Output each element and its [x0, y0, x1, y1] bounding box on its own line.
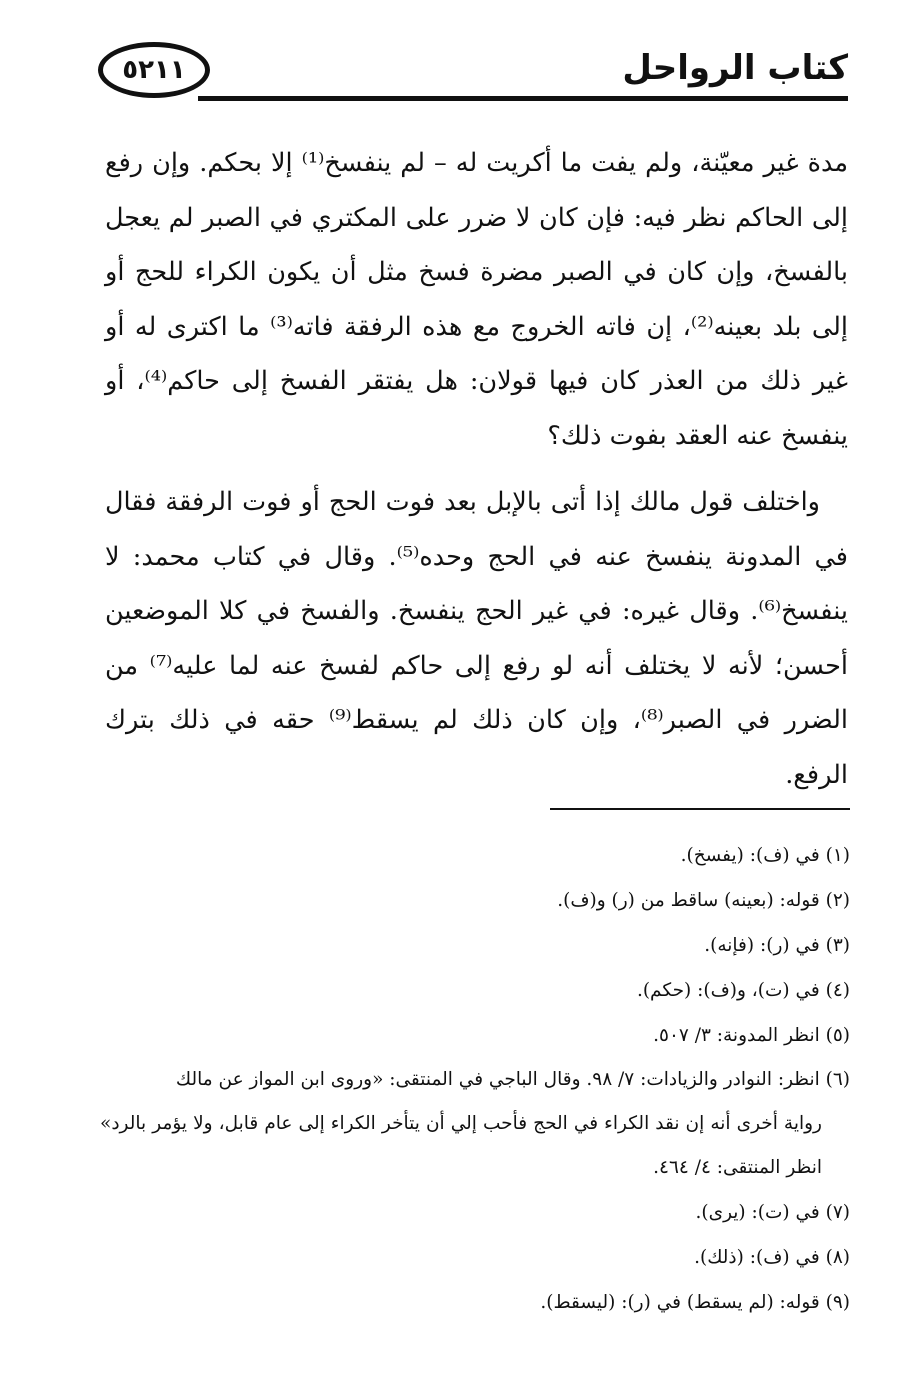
- main-text: [105, 136, 848, 802]
- footnote: (٩) قوله: (لم يسقط) في (ر): (ليسقط).: [540, 1292, 850, 1313]
- page-number: ٥٢١١: [122, 55, 186, 85]
- footnote-separator: [550, 808, 850, 810]
- footnote: (٨) في (ف): (ذلك).: [694, 1247, 850, 1268]
- footnote: (٤) في (ت)، و(ف): (حكم).: [636, 980, 850, 1001]
- paragraph: مدة غير معيّنة، ولم يفت ما أكريت له – لم ينفسخ⁽¹⁾ إلا بحكم. وإن رفع إلى الحاكم نظر فيه: فإن كان لا ضرر على المكتري في الصبر لم يعجل بالفسخ، وإن كان في الصبر مضرة فسخ مثل أن يكون الكراء للحج أو إلى بلد بعينه⁽²⁾، إن فاته الخروج مع هذه الرفقة فاته⁽³⁾ ما اكترى له أو غير ذلك من العذر كان فيها قولان: هل يفتقر الفسخ إلى حاكم⁽⁴⁾، أو ينفسخ عنه العقد بفوت ذلك؟: [105, 148, 849, 451]
- footnote: (١) في (ف): (يفسخ).: [680, 845, 850, 866]
- footnotes: [100, 833, 850, 1325]
- page-header: [98, 40, 858, 110]
- footnote: (٥) انظر المدونة: ٣/ ٥٠٧.: [653, 1025, 850, 1046]
- footnote-text: (٦) انظر: النوادر والزيادات: ٧/ ٩٨. وقال الباجي في المنتقى: «وروى ابن المواز عن مالك: [175, 1069, 850, 1090]
- footnote: [100, 1058, 850, 1190]
- footnote: (٧) في (ت): (يرى).: [695, 1202, 850, 1223]
- header-rule: [198, 96, 848, 101]
- footnote-continuation: رواية أخرى أنه إن نقد الكراء في الحج فأحب إلي أن يتأخر الكراء إلى عام قابل، ولا يؤمر بالرد» انظر المنتقى: ٤/ ٤٦٤.: [100, 1113, 822, 1178]
- book-title: كتاب الرواحل: [622, 48, 848, 88]
- footnote: (٣) في (ر): (فإنه).: [704, 935, 850, 956]
- paragraph: واختلف قول مالك إذا أتى بالإبل بعد فوت الحج أو فوت الرفقة فقال في المدونة ينفسخ عنه في الحج وحده⁽⁵⁾. وقال في كتاب محمد: لا ينفسخ⁽⁶⁾. وقال غيره: في غير الحج ينفسخ. والفسخ في كلا الموضعين أحسن؛ لأنه لا يختلف أنه لو رفع إلى حاكم لفسخ عنه لما عليه⁽⁷⁾ من الضرر في الصبر⁽⁸⁾، وإن كان ذلك لم يسقط⁽⁹⁾ حقه في ذلك بترك الرفع.: [105, 487, 848, 790]
- page-number-badge: [98, 42, 210, 98]
- footnote: (٢) قوله: (بعينه) ساقط من (ر) و(ف).: [557, 890, 850, 911]
